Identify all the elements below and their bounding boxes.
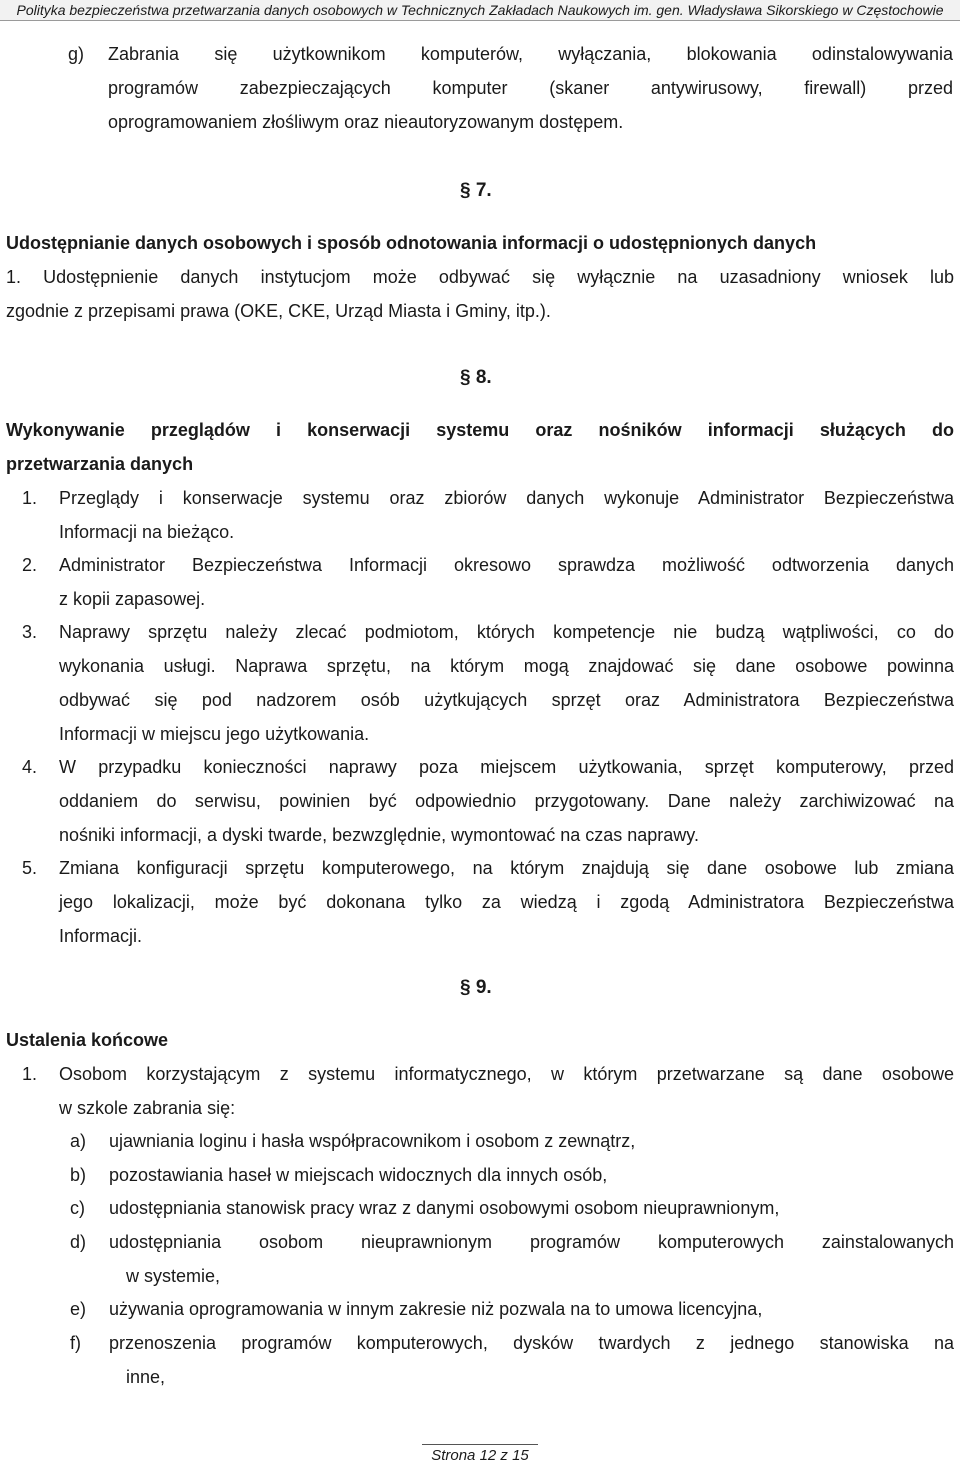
item-text: Zabrania się użytkownikom komputerów, wyłączania, blokowania odinstalowywania programów zabezpieczających komputer (skaner antywirusowy, firewall) przed oprogramowaniem złośliwym oraz nieautoryzowanym dostępem. xyxy=(108,44,953,132)
section-9-mark: § 9. xyxy=(460,977,492,998)
section-8-mark: § 8. xyxy=(460,367,492,388)
section-8-title: Wykonywanie przeglądów i konserwacji systemu oraz nośników informacji służących do przetwarzania danych xyxy=(6,420,954,474)
section-7-title: Udostępnianie danych osobowych i sposób odnotowania informacji o udostępnionych danych xyxy=(6,233,817,253)
item-label: g) xyxy=(68,44,85,64)
section-7-mark: § 7. xyxy=(460,180,492,201)
page-number-footer: Strona 12 z 15 xyxy=(422,1444,538,1467)
section-7-paragraph: 1. Udostępnienie danych instytucjom może odbywać się wyłącznie na uzasadniony wniosek lub zgodnie z przepisami prawa (OKE, CKE, Urząd Miasta i Gminy, itp.). xyxy=(6,267,954,321)
section-9-title: Ustalenia końcowe xyxy=(6,1030,169,1050)
running-header: Polityka bezpieczeństwa przetwarzania danych osobowych w Technicznych Zakładach Naukowych im. gen. Władysława Sikorskiego w Częstochowie xyxy=(0,0,960,21)
